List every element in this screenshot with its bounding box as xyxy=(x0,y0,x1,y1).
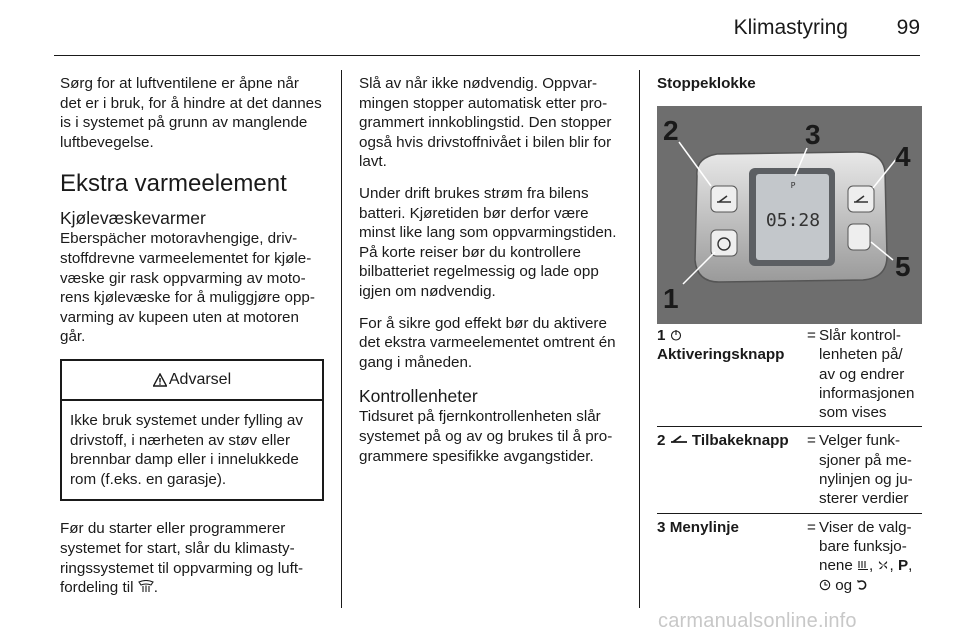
before-start-text: Før du starter eller programmerer systemet for start, slår du klimastyringssystemet til oppvarming og luftfordeling til xyxy=(60,520,304,597)
definition-row xyxy=(657,426,922,508)
callout-3: 3 xyxy=(805,118,821,150)
definition-text: Viser de valg- bare funksjo- nene , , P, og xyxy=(819,518,913,594)
callout-1: 1 xyxy=(663,282,679,314)
power-icon-inline xyxy=(670,329,682,341)
paragraph-slaa-av: Slå av når ikke nødvendig. Oppvarmingen stopper automatisk etter programmert innkoblingstid. Den stopper også hvis drivstoffnivået i bilen blir for lavt. xyxy=(359,75,612,171)
definition-text: Velger funksjoner på menylinjen og justerer verdier xyxy=(819,432,913,508)
definition-table xyxy=(657,326,922,595)
callout-5: 5 xyxy=(895,250,911,282)
warning-title: Advarsel xyxy=(168,371,232,389)
definition-number: 2 xyxy=(657,432,666,450)
paragraph-under-drift: Under drift brukes strøm fra bilens batteri. Kjøretiden bør derfor være minst like lang som oppvarmingstiden. På korte reiser bør du kontrollere bilbatteriet regelmessig og lade opp igjen om nødvendig. xyxy=(359,184,617,300)
timer-illustration xyxy=(657,106,922,324)
definition-row xyxy=(657,326,922,422)
definition-term: Aktiveringsknapp xyxy=(657,346,785,364)
column-divider-right xyxy=(639,70,640,608)
subsection-heading-kontroll: Kontrollenheter xyxy=(359,386,478,407)
definition-eq: = xyxy=(807,432,816,450)
before-start-end: . xyxy=(153,579,158,597)
lcd-time: 05:28 xyxy=(765,209,821,231)
column-divider-left xyxy=(341,70,342,608)
definition-term: Tilbakeknapp xyxy=(691,432,789,450)
timer-figure xyxy=(657,106,922,324)
column-3 xyxy=(657,74,922,324)
kjole-paragraph: Eberspächer motoravhengige, drivstoffdrevne varmeelementet for kjølevæske gir rask oppvarming av motorens kjølevæske for å muliggjøre oppvarming av kupeen uten at motoren går. xyxy=(60,230,315,346)
back-arrow-icon-inline xyxy=(670,434,688,444)
heater-icon xyxy=(857,559,869,571)
repeat-icon xyxy=(856,579,868,591)
column-1 xyxy=(60,74,324,610)
definition-eq: = xyxy=(807,327,816,344)
definition-number: 3 xyxy=(657,518,666,536)
callout-4: 4 xyxy=(895,140,911,172)
warning-header xyxy=(62,361,322,401)
warning-text: Ikke bruk systemet under fylling av drivstoff, i nærheten av støv eller brennbar damp eller i innelukkede rom (f.eks. en garasje). xyxy=(70,411,303,488)
section-heading-ekstra: Ekstra varmeelement xyxy=(60,170,287,198)
paragraph-tidsuret: Tidsuret på fjernkontrollenheten slår systemet på og av og brukes til å programmere spesifikke avgangstider. xyxy=(359,408,613,465)
lcd-status-p: P xyxy=(790,180,796,190)
warning-triangle-icon xyxy=(153,373,167,387)
clock-icon xyxy=(819,579,831,591)
before-start-paragraph xyxy=(60,519,324,597)
button-ok[interactable] xyxy=(848,224,870,250)
page-number: 99 xyxy=(896,16,920,39)
definition-eq: = xyxy=(807,518,816,536)
intro-paragraph: Sørg for at luftventilene er åpne når det er i bruk, for å hindre at det dannes is i systemet på grunn av manglende luftbevegelse. xyxy=(60,75,322,151)
subsection-heading-stoppeklokke: Stoppeklokke xyxy=(657,75,756,92)
definition-row xyxy=(657,513,922,595)
definition-number: 1 xyxy=(657,327,666,344)
windshield-airflow-icon xyxy=(138,580,154,593)
callout-2: 2 xyxy=(663,114,679,146)
subsection-heading-kjole: Kjølevæskevarmer xyxy=(60,208,206,229)
page-header xyxy=(0,0,960,56)
column-2 xyxy=(359,74,627,478)
chapter-title: Klimastyring xyxy=(733,16,848,39)
watermark: carmanualsonline.info xyxy=(658,610,857,632)
definition-term: Menylinje xyxy=(669,518,739,536)
definition-text: Slår kontrollenheten på/ av og endrer informasjonen som vises xyxy=(819,327,915,422)
header-rule xyxy=(54,55,920,56)
warning-box xyxy=(60,359,324,501)
paragraph-effekt: For å sikre god effekt bør du aktivere det ekstra varmeelementet omtrent én gang i måneden. xyxy=(359,314,616,371)
fan-icon xyxy=(877,559,889,571)
